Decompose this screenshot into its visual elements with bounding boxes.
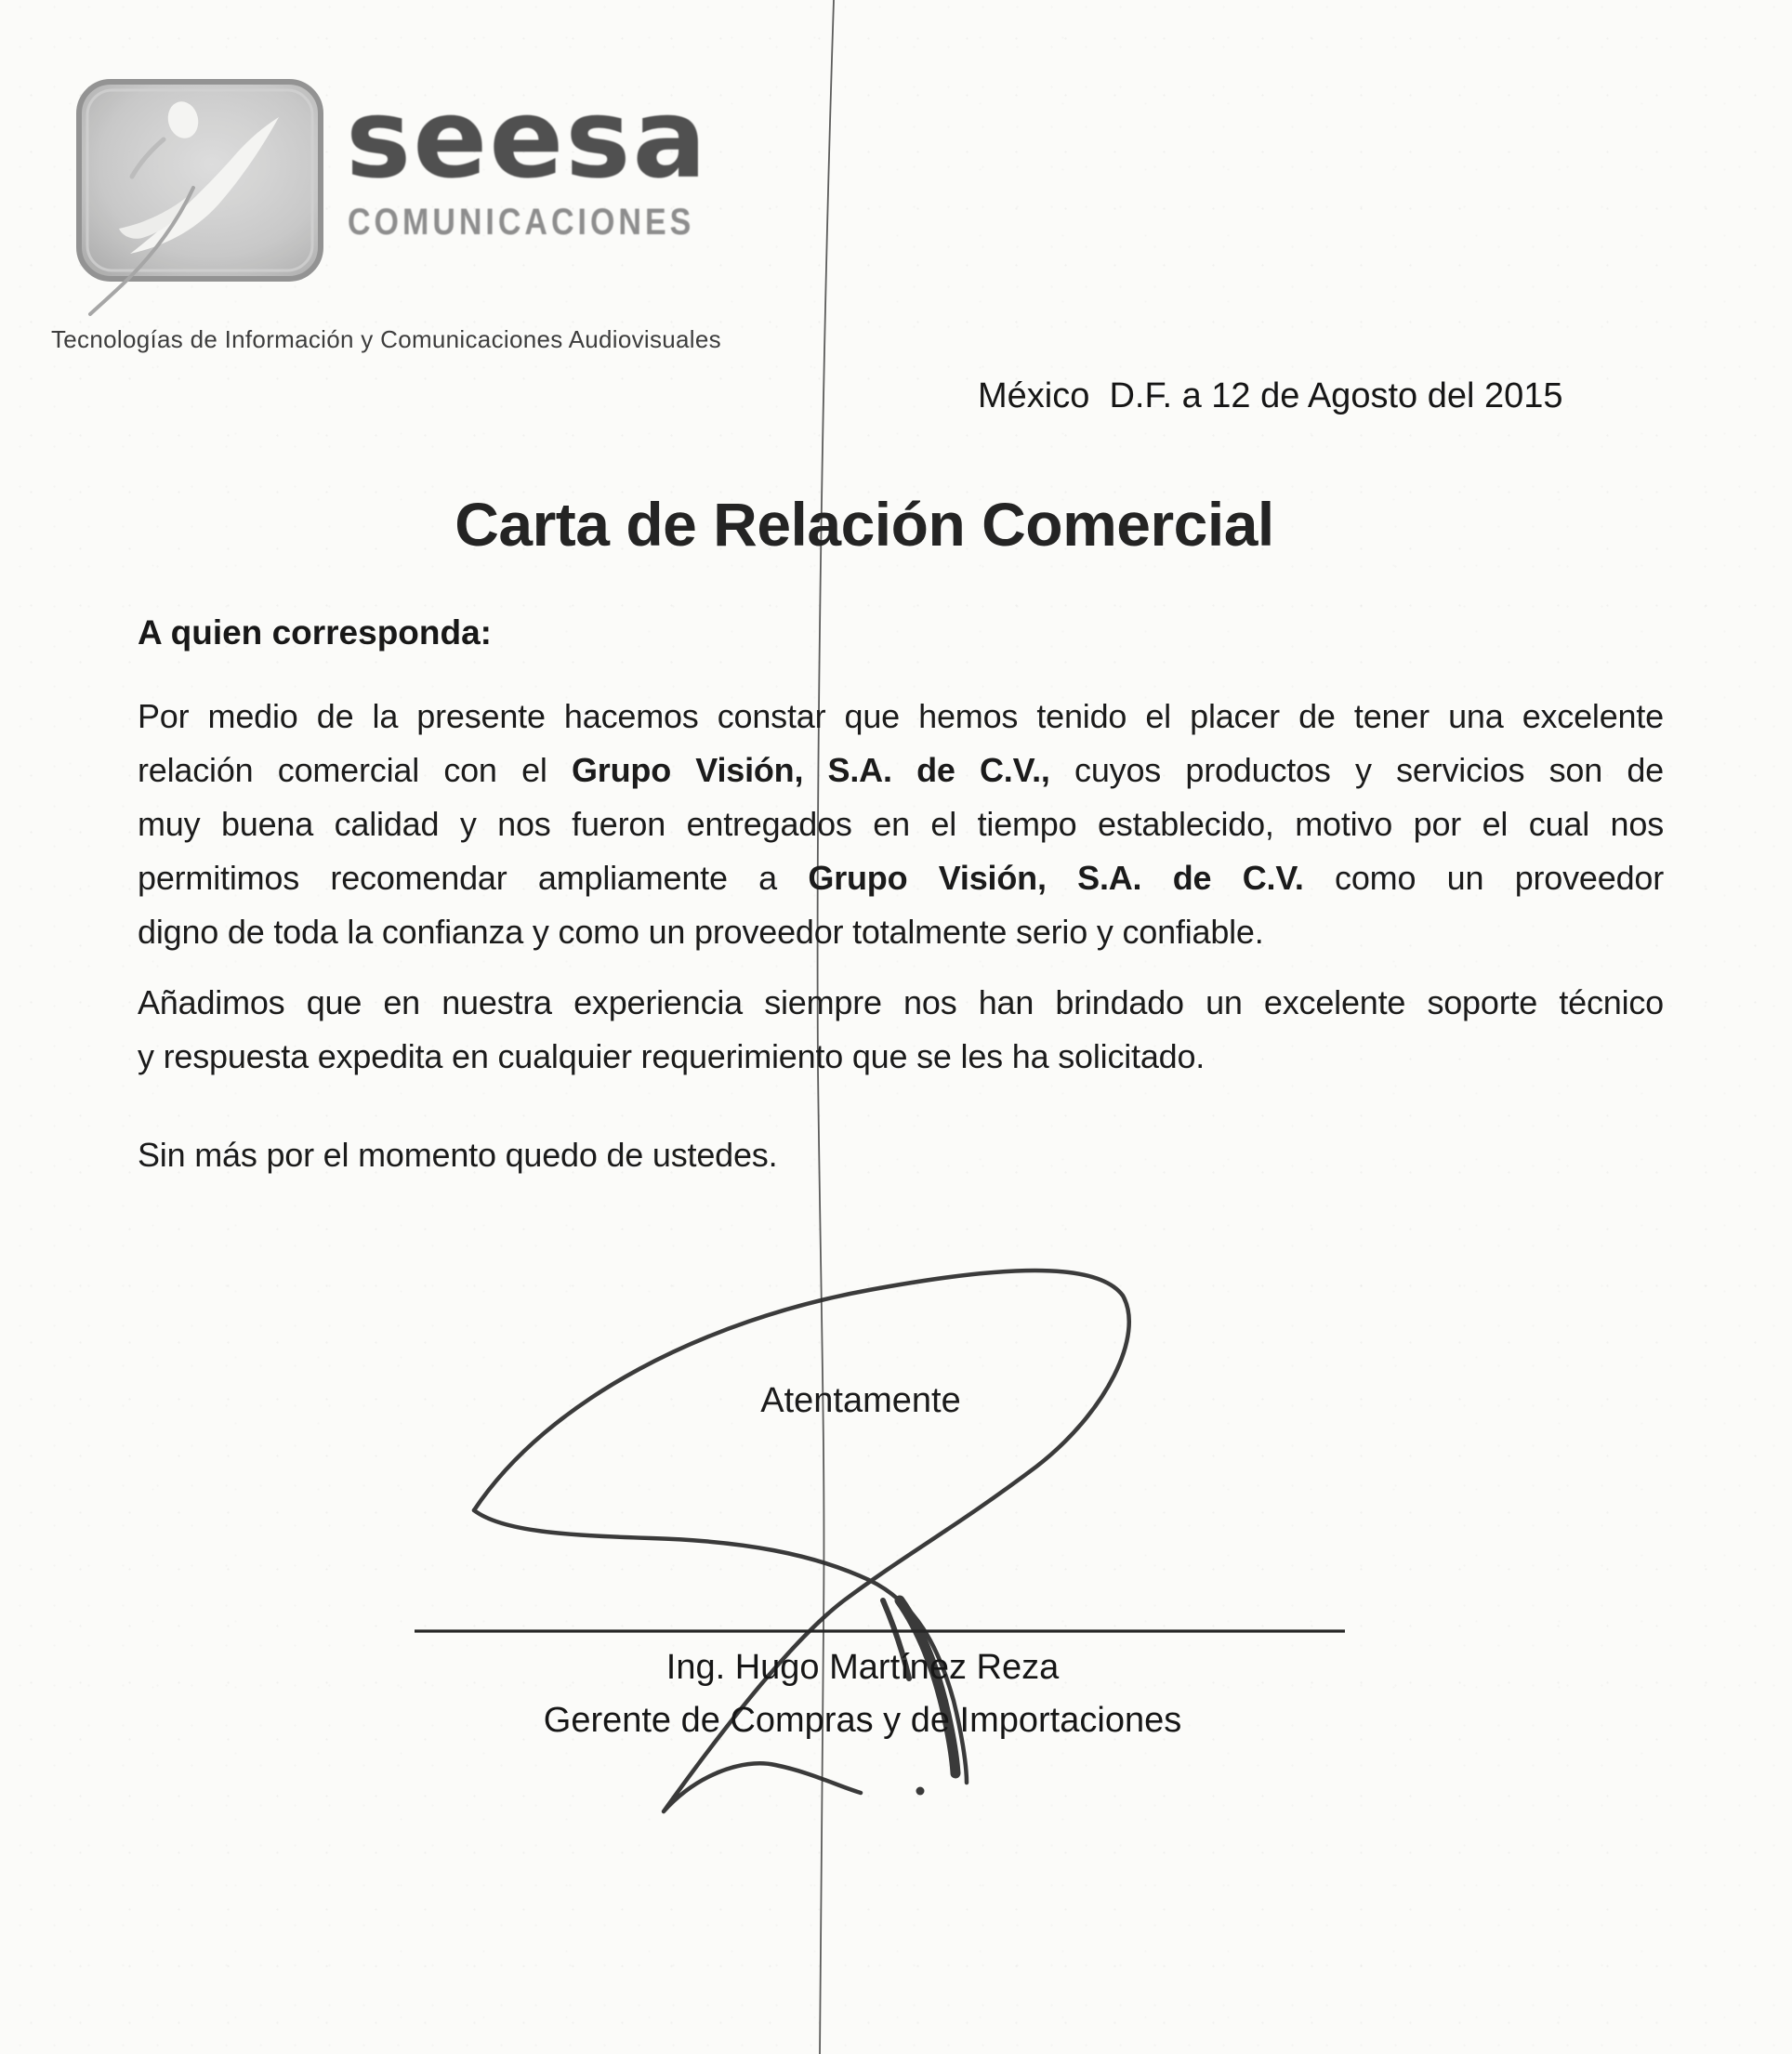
letterhead-tagline: Tecnologías de Información y Comunicaciones Audiovisuales (51, 325, 721, 353)
letter-title: Carta de Relación Comercial (455, 490, 1274, 559)
letter-line: y respuesta expedita en cualquier requerimiento que se les ha solicitado. (138, 1037, 1206, 1075)
seesa-logo-icon (79, 82, 321, 314)
paragraph-1 (138, 690, 1664, 959)
salutation: A quien corresponda: (138, 613, 493, 652)
signer-title: Gerente de Compras y de Importaciones (543, 1701, 1182, 1740)
letter-line: relación comercial con el Grupo Visión, S.A. de C.V., cuyos productos y servicios son de (138, 751, 1664, 789)
letter-line: Por medio de la presente hacemos constar que hemos tenido el placer de tener una excelente (138, 697, 1664, 735)
letter-line: Sin más por el momento quedo de ustedes. (138, 1136, 778, 1174)
letter-line: permitimos recomendar ampliamente a Grupo Visión, S.A. de C.V. como un proveedor (138, 859, 1664, 897)
signature-block (0, 1641, 1725, 1747)
paragraph-3 (138, 1128, 1664, 1182)
letter-line: digno de toda la confianza y como un proveedor totalmente serio y confiable. (138, 913, 1264, 951)
paragraph-2 (138, 976, 1664, 1084)
closing-word: Atentamente (760, 1381, 961, 1420)
letter-line: Añadimos que en nuestra experiencia siempre nos han brindado un excelente soporte técnico (138, 983, 1664, 1021)
date-line: México D.F. a 12 de Agosto del 2015 (978, 376, 1563, 415)
signer-name: Ing. Hugo Martínez Reza (665, 1648, 1060, 1687)
letter-line: muy buena calidad y nos fueron entregados en el tiempo establecido, motivo por el cual nos (138, 805, 1664, 843)
brand-wordmark: seesa (346, 74, 709, 203)
brand-subtitle: COMUNICACIONES (348, 201, 695, 244)
